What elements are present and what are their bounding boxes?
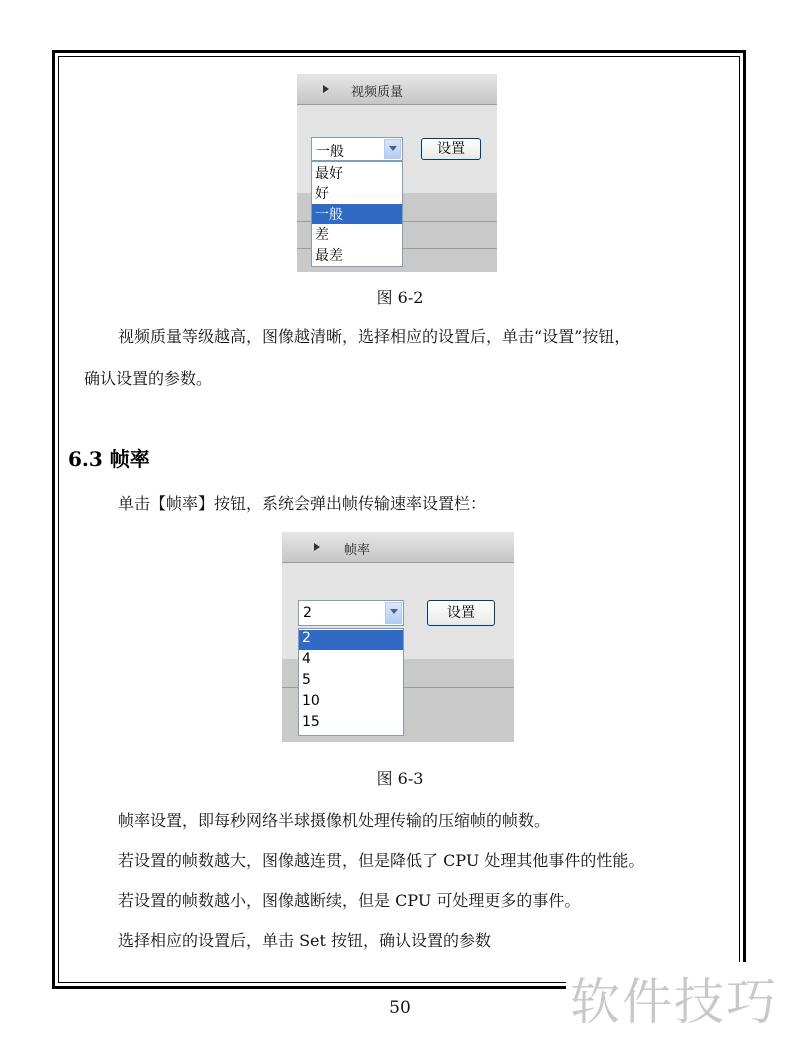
panel-title: 视频质量 — [351, 85, 404, 100]
dropdown-option[interactable]: 5 — [302, 672, 311, 688]
dropdown-option[interactable]: 10 — [302, 693, 320, 709]
paragraph-line: 视频质量等级越高，图像越清晰，选择相应的设置后，单击“设置”按钮， — [118, 327, 631, 346]
quality-dropdown-list — [311, 161, 403, 267]
dropdown-option[interactable]: 好 — [315, 186, 329, 202]
paragraph-line: 选择相应的设置后，单击 Set 按钮，确认设置的参数 — [118, 931, 492, 950]
set-button[interactable]: 设置 — [427, 600, 495, 626]
expand-arrow-icon — [323, 85, 329, 93]
paragraph-line: 单击【帧率】按钮，系统会弹出帧传输速率设置栏： — [118, 494, 487, 513]
paragraph-line: 若设置的帧数越小，图像越断续，但是 CPU 可处理更多的事件。 — [118, 891, 581, 910]
page-number: 50 — [389, 998, 411, 1018]
chevron-down-icon[interactable] — [384, 139, 401, 159]
frame-rate-dropdown-list — [298, 628, 404, 736]
paragraph-line: 若设置的帧数越大，图像越连贯，但是降低了 CPU 处理其他事件的性能。 — [118, 851, 645, 870]
frame-rate-select[interactable] — [298, 600, 404, 626]
section-heading: 6.3 帧率 — [68, 447, 150, 471]
expand-arrow-icon — [314, 543, 320, 551]
paragraph-line: 帧率设置，即每秒网络半球摄像机处理传输的压缩帧的帧数。 — [118, 811, 551, 830]
dropdown-option[interactable]: 最好 — [315, 166, 343, 182]
figure-caption: 图 6-2 — [376, 288, 424, 307]
paragraph-line: 确认设置的参数。 — [84, 369, 213, 388]
dropdown-option[interactable]: 差 — [315, 227, 329, 243]
quality-select[interactable] — [311, 137, 403, 161]
dropdown-option-selected[interactable]: 一般 — [312, 204, 402, 224]
frame-rate-panel — [282, 532, 514, 742]
select-value: 一般 — [316, 144, 344, 160]
dropdown-option[interactable]: 最差 — [315, 248, 343, 264]
set-button[interactable]: 设置 — [421, 138, 481, 160]
figure-caption: 图 6-3 — [376, 769, 424, 788]
video-quality-panel — [297, 74, 497, 272]
panel-header[interactable] — [297, 74, 497, 105]
select-value: 2 — [303, 605, 312, 621]
panel-title: 帧率 — [344, 543, 371, 558]
dropdown-option[interactable]: 4 — [302, 651, 311, 667]
dropdown-option-selected[interactable]: 2 — [299, 630, 403, 650]
watermark: 软件技巧 — [566, 962, 782, 1034]
panel-header[interactable] — [282, 532, 514, 563]
dropdown-option[interactable]: 15 — [302, 714, 320, 730]
chevron-down-icon[interactable] — [385, 602, 402, 624]
